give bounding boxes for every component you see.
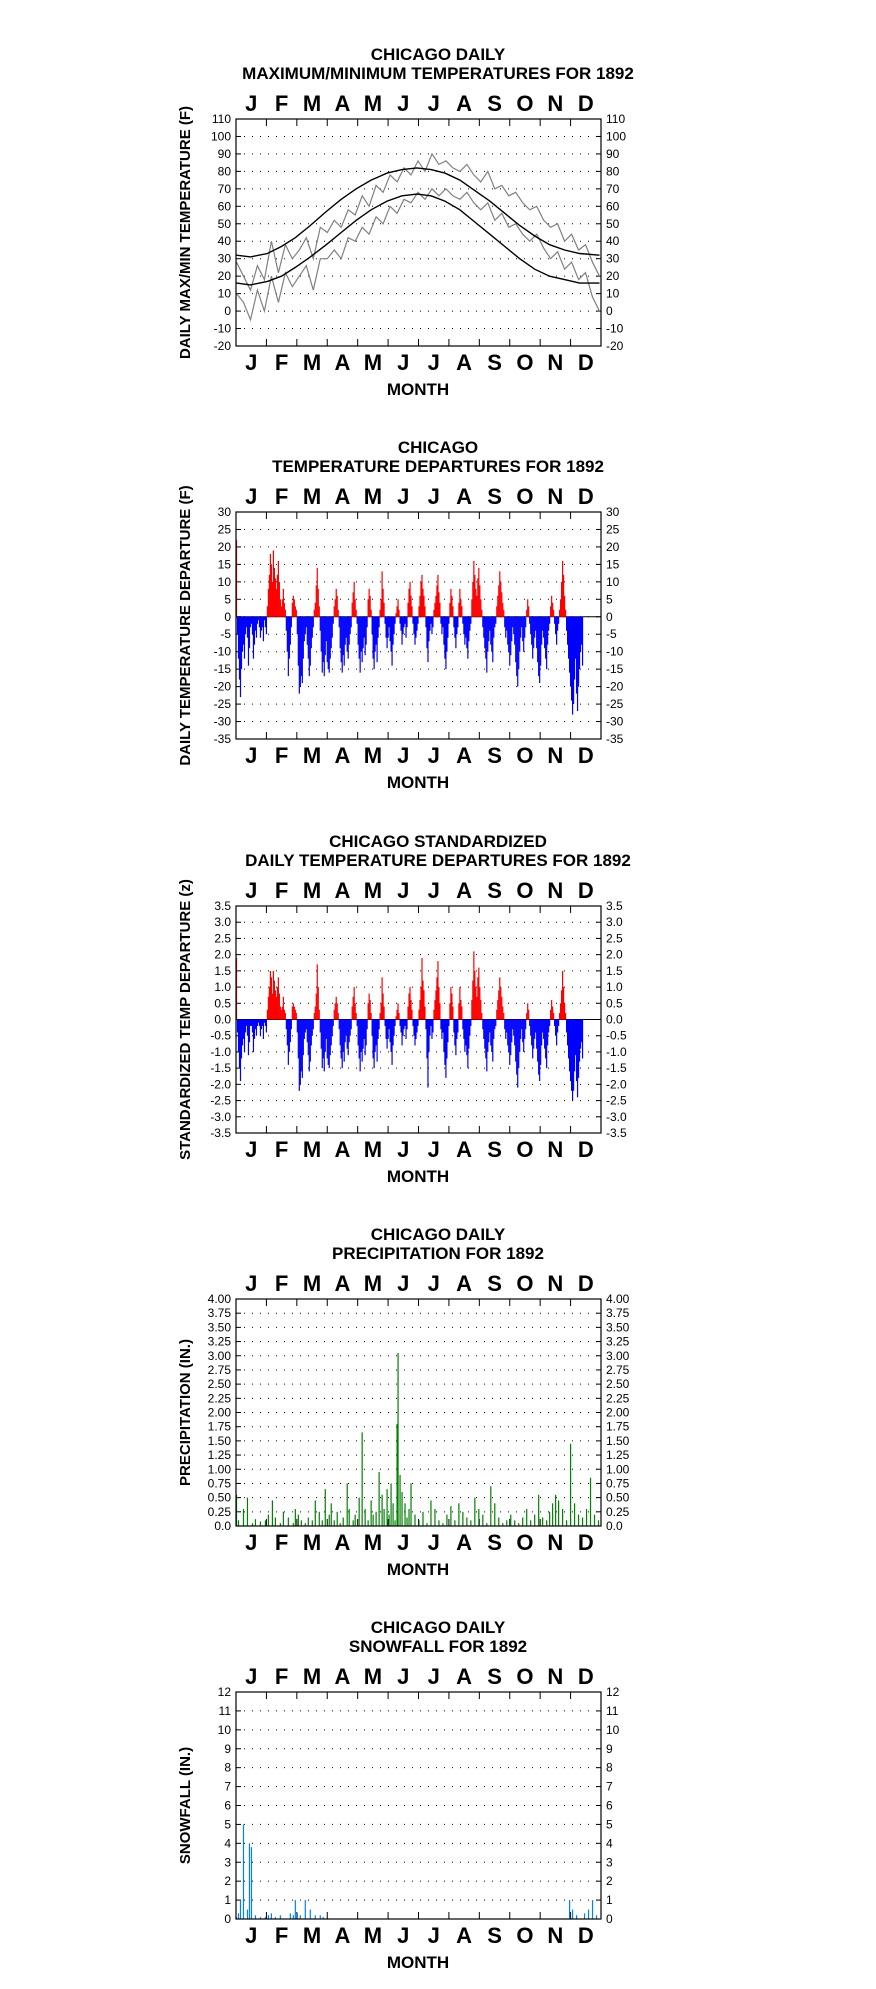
chart-title: CHICAGO DAILY bbox=[370, 1618, 506, 1637]
month-label-bottom: O bbox=[516, 743, 534, 768]
month-label-top: D bbox=[577, 1664, 594, 1689]
y-tick-label-left: 80 bbox=[217, 164, 231, 179]
y-tick-label-left: 70 bbox=[217, 181, 231, 196]
month-label-bottom: N bbox=[547, 1530, 564, 1555]
month-label-bottom: N bbox=[547, 743, 564, 768]
month-label-top: M bbox=[302, 1271, 322, 1296]
y-tick-label-left: -2.0 bbox=[210, 1077, 231, 1092]
month-label-bottom: M bbox=[363, 1923, 383, 1948]
month-label-top: A bbox=[334, 1664, 351, 1689]
month-label-top: N bbox=[547, 1664, 564, 1689]
y-tick-label-right: 15 bbox=[606, 557, 620, 572]
y-tick-label-left: -20 bbox=[213, 339, 231, 353]
month-label-bottom: F bbox=[274, 743, 289, 768]
month-label-top: J bbox=[427, 1664, 440, 1689]
y-tick-label-left: 1.00 bbox=[207, 1462, 231, 1477]
month-label-bottom: A bbox=[456, 1137, 473, 1162]
y-tick-label-right: 30 bbox=[606, 505, 620, 519]
month-label-bottom: J bbox=[245, 1137, 258, 1162]
month-label-top: J bbox=[245, 1271, 258, 1296]
month-label-top: J bbox=[397, 878, 410, 903]
month-label-bottom: D bbox=[577, 1923, 594, 1948]
month-label-top: N bbox=[547, 91, 564, 116]
month-label-bottom: S bbox=[487, 1923, 502, 1948]
y-tick-label-right: 90 bbox=[606, 146, 620, 161]
y-tick-label-right: 2.25 bbox=[606, 1391, 630, 1406]
month-label-top: D bbox=[577, 1271, 594, 1296]
y-tick-label-right: -3.0 bbox=[606, 1109, 627, 1124]
month-label-bottom: M bbox=[302, 1137, 322, 1162]
month-label-top: M bbox=[302, 91, 322, 116]
y-tick-label-left: 5 bbox=[224, 592, 231, 607]
month-label-bottom: D bbox=[577, 1137, 594, 1162]
y-tick-label-right: -15 bbox=[606, 662, 624, 677]
month-label-bottom: A bbox=[456, 350, 473, 375]
y-tick-label-right: 2.50 bbox=[606, 1377, 630, 1392]
y-tick-label-right: 3.75 bbox=[606, 1306, 630, 1321]
chart-maxmin bbox=[177, 45, 634, 399]
month-label-bottom: M bbox=[302, 743, 322, 768]
y-tick-label-right: 3.25 bbox=[606, 1334, 630, 1349]
month-label-top: M bbox=[302, 484, 322, 509]
y-tick-label-left: 6 bbox=[224, 1798, 231, 1813]
month-label-top: J bbox=[245, 1664, 258, 1689]
y-tick-label-right: -20 bbox=[606, 339, 624, 353]
month-label-top: A bbox=[334, 91, 351, 116]
series-line-2 bbox=[237, 168, 600, 257]
month-label-bottom: M bbox=[302, 1923, 322, 1948]
series-line-3 bbox=[237, 194, 600, 285]
month-label-top: A bbox=[456, 91, 473, 116]
x-axis-label: MONTH bbox=[386, 773, 450, 792]
month-label-top: J bbox=[245, 878, 258, 903]
y-tick-label-left: -25 bbox=[213, 697, 231, 712]
month-label-top: A bbox=[456, 484, 473, 509]
y-tick-label-right: 2.5 bbox=[606, 931, 623, 946]
month-label-bottom: J bbox=[397, 1530, 410, 1555]
y-tick-label-right: 110 bbox=[606, 112, 626, 126]
y-tick-label-right: -10 bbox=[606, 321, 624, 336]
month-label-bottom: N bbox=[547, 350, 564, 375]
y-tick-label-left: 2.25 bbox=[207, 1391, 231, 1406]
y-tick-label-left: 10 bbox=[217, 286, 231, 301]
month-label-top: J bbox=[397, 1271, 410, 1296]
y-tick-label-right: 1 bbox=[606, 1893, 613, 1908]
month-label-top: J bbox=[397, 91, 410, 116]
y-tick-label-left: -15 bbox=[213, 662, 231, 677]
y-tick-label-left: 2 bbox=[224, 1874, 231, 1889]
chart-subtitle: DAILY TEMPERATURE DEPARTURES FOR 1892 bbox=[245, 851, 631, 870]
month-label-top: M bbox=[363, 1271, 383, 1296]
y-tick-label-left: 30 bbox=[217, 251, 231, 266]
y-tick-label-left: -3.5 bbox=[210, 1126, 231, 1140]
month-label-top: J bbox=[427, 484, 440, 509]
y-tick-label-left: -10 bbox=[213, 321, 231, 336]
y-tick-label-right: 2 bbox=[606, 1874, 613, 1889]
y-tick-label-right: 0.0 bbox=[606, 1519, 623, 1533]
y-tick-label-left: -5 bbox=[220, 627, 231, 642]
y-tick-label-right: 5 bbox=[606, 1817, 613, 1832]
month-label-bottom: M bbox=[363, 1137, 383, 1162]
y-axis-label: DAILY TEMPERATURE DEPARTURE (F) bbox=[177, 485, 194, 766]
month-label-bottom: A bbox=[456, 1923, 473, 1948]
month-label-top: F bbox=[274, 1271, 289, 1296]
y-tick-label-left: 90 bbox=[217, 146, 231, 161]
y-tick-label-right: -5 bbox=[606, 627, 617, 642]
y-tick-label-left: 12 bbox=[217, 1685, 231, 1699]
y-tick-label-left: -2.5 bbox=[210, 1093, 231, 1108]
y-tick-label-left: 3.0 bbox=[214, 915, 231, 930]
month-label-bottom: O bbox=[516, 1137, 534, 1162]
y-tick-label-right: 25 bbox=[606, 522, 620, 537]
y-tick-label-left: 1.25 bbox=[207, 1448, 231, 1463]
y-tick-label-right: 4 bbox=[606, 1836, 613, 1851]
y-tick-label-left: 3.5 bbox=[214, 899, 231, 913]
y-tick-label-right: 3.0 bbox=[606, 915, 623, 930]
month-label-bottom: J bbox=[427, 1137, 440, 1162]
y-tick-label-right: 0 bbox=[606, 609, 613, 624]
month-label-bottom: O bbox=[516, 1530, 534, 1555]
y-tick-label-right: 11 bbox=[606, 1703, 619, 1718]
month-label-bottom: D bbox=[577, 743, 594, 768]
month-label-top: A bbox=[456, 1271, 473, 1296]
y-tick-label-left: -10 bbox=[213, 644, 231, 659]
y-axis-label: PRECIPITATION (IN.) bbox=[177, 1339, 194, 1486]
y-tick-label-right: 0.50 bbox=[606, 1490, 630, 1505]
y-tick-label-right: 7 bbox=[606, 1779, 613, 1794]
month-label-top: N bbox=[547, 878, 564, 903]
month-label-bottom: D bbox=[577, 350, 594, 375]
y-tick-label-right: 12 bbox=[606, 1685, 620, 1699]
y-tick-label-left: 0 bbox=[224, 304, 231, 319]
y-tick-label-left: 0.25 bbox=[207, 1504, 231, 1519]
y-tick-label-left: 3.50 bbox=[207, 1320, 231, 1335]
y-tick-label-right: 0.5 bbox=[606, 996, 623, 1011]
y-tick-label-left: 2.00 bbox=[207, 1405, 231, 1420]
month-label-top: J bbox=[245, 91, 258, 116]
y-tick-label-right: 4.00 bbox=[606, 1292, 630, 1306]
y-axis-label: SNOWFALL (IN.) bbox=[177, 1746, 194, 1865]
y-tick-label-left: 1 bbox=[224, 1893, 231, 1908]
y-tick-label-right: 80 bbox=[606, 164, 620, 179]
month-label-top: A bbox=[456, 878, 473, 903]
y-tick-label-left: 11 bbox=[218, 1703, 231, 1718]
month-label-bottom: M bbox=[363, 350, 383, 375]
y-tick-label-right: 10 bbox=[606, 1722, 620, 1737]
month-label-top: J bbox=[245, 484, 258, 509]
y-tick-label-left: 0.50 bbox=[207, 1490, 231, 1505]
y-tick-label-right: 9 bbox=[606, 1741, 613, 1756]
y-axis-label: DAILY MAX/MIN TEMPERATURE (F) bbox=[177, 105, 194, 360]
y-tick-label-right: 2.0 bbox=[606, 947, 623, 962]
y-tick-label-right: 2.75 bbox=[606, 1362, 630, 1377]
y-tick-label-right: -1.0 bbox=[606, 1044, 627, 1059]
month-label-bottom: S bbox=[487, 743, 502, 768]
y-tick-label-right: 0.0 bbox=[606, 1012, 623, 1027]
month-label-bottom: S bbox=[487, 1530, 502, 1555]
y-tick-label-right: 10 bbox=[606, 574, 620, 589]
y-tick-label-right: -3.5 bbox=[606, 1126, 627, 1140]
month-label-top: O bbox=[516, 878, 534, 903]
month-label-bottom: J bbox=[397, 1137, 410, 1162]
y-tick-label-left: 3.25 bbox=[207, 1334, 231, 1349]
month-label-bottom: J bbox=[397, 1923, 410, 1948]
month-label-top: N bbox=[547, 484, 564, 509]
y-tick-label-left: 20 bbox=[217, 539, 231, 554]
y-tick-label-left: 9 bbox=[224, 1741, 231, 1756]
month-label-bottom: J bbox=[245, 1923, 258, 1948]
y-tick-label-right: 1.00 bbox=[606, 1462, 630, 1477]
month-label-top: M bbox=[363, 91, 383, 116]
month-label-bottom: N bbox=[547, 1137, 564, 1162]
y-tick-label-left: 2.0 bbox=[214, 947, 231, 962]
chart-subtitle: PRECIPITATION FOR 1892 bbox=[332, 1244, 544, 1263]
month-label-top: D bbox=[577, 484, 594, 509]
y-tick-label-right: 5 bbox=[606, 592, 613, 607]
month-label-bottom: M bbox=[302, 1530, 322, 1555]
month-label-top: F bbox=[274, 484, 289, 509]
y-tick-label-right: -20 bbox=[606, 679, 624, 694]
month-label-top: S bbox=[487, 484, 502, 509]
month-label-top: S bbox=[487, 91, 502, 116]
y-tick-label-left: 3 bbox=[224, 1855, 231, 1870]
y-tick-label-right: -25 bbox=[606, 697, 624, 712]
x-axis-label: MONTH bbox=[386, 380, 450, 399]
y-tick-label-left: 4.00 bbox=[207, 1292, 231, 1306]
month-label-top: A bbox=[334, 484, 351, 509]
month-label-bottom: A bbox=[334, 1923, 351, 1948]
y-tick-label-left: 1.5 bbox=[214, 963, 231, 978]
y-tick-label-right: 3 bbox=[606, 1855, 613, 1870]
chart-subtitle: TEMPERATURE DEPARTURES FOR 1892 bbox=[272, 457, 604, 476]
y-tick-label-left: 8 bbox=[224, 1760, 231, 1775]
month-label-top: A bbox=[456, 1664, 473, 1689]
y-tick-label-right: -2.0 bbox=[606, 1077, 627, 1092]
y-tick-label-left: 50 bbox=[217, 216, 231, 231]
y-tick-label-left: -0.5 bbox=[210, 1028, 231, 1043]
month-label-top: A bbox=[334, 878, 351, 903]
x-axis-label: MONTH bbox=[386, 1953, 450, 1972]
month-label-bottom: A bbox=[334, 1137, 351, 1162]
month-label-bottom: S bbox=[487, 1137, 502, 1162]
month-label-top: J bbox=[427, 878, 440, 903]
y-tick-label-left: 3.75 bbox=[207, 1306, 231, 1321]
y-tick-label-left: 0.0 bbox=[214, 1012, 231, 1027]
y-tick-label-right: 3.50 bbox=[606, 1320, 630, 1335]
y-tick-label-right: 60 bbox=[606, 199, 620, 214]
y-tick-label-left: 15 bbox=[217, 557, 231, 572]
y-tick-label-left: 60 bbox=[217, 199, 231, 214]
y-tick-label-right: 10 bbox=[606, 286, 620, 301]
y-tick-label-right: 1.0 bbox=[606, 980, 623, 995]
month-label-top: O bbox=[516, 1664, 534, 1689]
month-label-top: F bbox=[274, 1664, 289, 1689]
month-label-bottom: A bbox=[334, 1530, 351, 1555]
y-tick-label-right: 3.5 bbox=[606, 899, 623, 913]
month-label-top: M bbox=[363, 1664, 383, 1689]
month-label-top: N bbox=[547, 1271, 564, 1296]
month-label-bottom: F bbox=[274, 1137, 289, 1162]
month-label-bottom: O bbox=[516, 1923, 534, 1948]
chart-title: CHICAGO bbox=[397, 438, 479, 457]
y-tick-label-right: 0.75 bbox=[606, 1476, 630, 1491]
month-label-bottom: A bbox=[456, 743, 473, 768]
month-label-top: M bbox=[363, 878, 383, 903]
y-tick-label-right: 0 bbox=[606, 1912, 613, 1926]
month-label-bottom: F bbox=[274, 1530, 289, 1555]
y-tick-label-right: 0.25 bbox=[606, 1504, 630, 1519]
chart-precip bbox=[177, 1225, 630, 1579]
month-label-bottom: J bbox=[427, 743, 440, 768]
y-tick-label-right: -0.5 bbox=[606, 1028, 627, 1043]
month-label-bottom: J bbox=[427, 1530, 440, 1555]
month-label-bottom: A bbox=[456, 1530, 473, 1555]
y-tick-label-right: 40 bbox=[606, 234, 620, 249]
y-tick-label-right: 50 bbox=[606, 216, 620, 231]
plot-frame bbox=[236, 1692, 601, 1919]
month-label-top: F bbox=[274, 91, 289, 116]
chart-title: CHICAGO DAILY bbox=[370, 1225, 506, 1244]
y-tick-label-left: 7 bbox=[224, 1779, 231, 1794]
y-tick-label-right: -35 bbox=[606, 732, 624, 746]
y-tick-label-left: 1.0 bbox=[214, 980, 231, 995]
y-tick-label-right: -2.5 bbox=[606, 1093, 627, 1108]
y-tick-label-right: -30 bbox=[606, 714, 624, 729]
plot-frame bbox=[236, 119, 601, 346]
month-label-bottom: F bbox=[274, 1923, 289, 1948]
month-label-top: O bbox=[516, 484, 534, 509]
month-label-top: S bbox=[487, 1271, 502, 1296]
chart-title: CHICAGO DAILY bbox=[370, 45, 506, 64]
y-tick-label-left: 2.50 bbox=[207, 1377, 231, 1392]
plot-frame bbox=[236, 1299, 601, 1526]
y-tick-label-left: -3.0 bbox=[210, 1109, 231, 1124]
y-tick-label-right: 0 bbox=[606, 304, 613, 319]
y-tick-label-right: -10 bbox=[606, 644, 624, 659]
y-tick-label-left: 1.50 bbox=[207, 1433, 231, 1448]
month-label-top: D bbox=[577, 878, 594, 903]
month-label-top: S bbox=[487, 878, 502, 903]
y-tick-label-left: 30 bbox=[217, 505, 231, 519]
y-tick-label-right: 100 bbox=[606, 129, 627, 144]
month-label-bottom: J bbox=[397, 350, 410, 375]
y-tick-label-left: 4 bbox=[224, 1836, 231, 1851]
month-label-bottom: A bbox=[334, 743, 351, 768]
month-label-top: S bbox=[487, 1664, 502, 1689]
y-tick-label-left: -20 bbox=[213, 679, 231, 694]
month-label-bottom: J bbox=[245, 743, 258, 768]
month-label-top: M bbox=[363, 484, 383, 509]
y-tick-label-left: -1.5 bbox=[210, 1061, 231, 1076]
month-label-bottom: J bbox=[427, 1923, 440, 1948]
y-tick-label-left: 2.5 bbox=[214, 931, 231, 946]
chart-subtitle: MAXIMUM/MINIMUM TEMPERATURES FOR 1892 bbox=[242, 64, 634, 83]
y-axis-label: STANDARDIZED TEMP DEPARTURE (z) bbox=[177, 879, 194, 1160]
y-tick-label-right: -1.5 bbox=[606, 1061, 627, 1076]
y-tick-label-left: 10 bbox=[217, 1722, 231, 1737]
month-label-top: F bbox=[274, 878, 289, 903]
chart-title: CHICAGO STANDARDIZED bbox=[329, 832, 547, 851]
month-label-bottom: A bbox=[334, 350, 351, 375]
chart-standardized bbox=[177, 832, 631, 1186]
month-label-bottom: J bbox=[427, 350, 440, 375]
month-label-bottom: M bbox=[363, 1530, 383, 1555]
y-tick-label-left: -1.0 bbox=[210, 1044, 231, 1059]
month-label-top: O bbox=[516, 1271, 534, 1296]
y-tick-label-right: 20 bbox=[606, 539, 620, 554]
month-label-bottom: J bbox=[245, 350, 258, 375]
month-label-top: J bbox=[427, 1271, 440, 1296]
y-tick-label-right: 30 bbox=[606, 251, 620, 266]
y-tick-label-left: -35 bbox=[213, 732, 231, 746]
y-tick-label-left: 0 bbox=[224, 1912, 231, 1926]
y-tick-label-right: 1.25 bbox=[606, 1448, 630, 1463]
month-label-bottom: F bbox=[274, 350, 289, 375]
y-tick-label-left: 1.75 bbox=[207, 1419, 231, 1434]
y-tick-label-left: -30 bbox=[213, 714, 231, 729]
month-label-top: J bbox=[397, 1664, 410, 1689]
y-tick-label-left: 110 bbox=[211, 112, 231, 126]
month-label-bottom: J bbox=[397, 743, 410, 768]
month-label-bottom: S bbox=[487, 350, 502, 375]
month-label-bottom: M bbox=[363, 743, 383, 768]
y-tick-label-right: 1.5 bbox=[606, 963, 623, 978]
y-tick-label-right: 8 bbox=[606, 1760, 613, 1775]
y-tick-label-left: 0.5 bbox=[214, 996, 231, 1011]
x-axis-label: MONTH bbox=[386, 1167, 450, 1186]
month-label-bottom: N bbox=[547, 1923, 564, 1948]
y-tick-label-right: 1.75 bbox=[606, 1419, 630, 1434]
y-tick-label-left: 2.75 bbox=[207, 1362, 231, 1377]
y-tick-label-right: 20 bbox=[606, 269, 620, 284]
y-tick-label-left: 25 bbox=[217, 522, 231, 537]
y-tick-label-left: 10 bbox=[217, 574, 231, 589]
y-tick-label-left: 0.75 bbox=[207, 1476, 231, 1491]
y-tick-label-left: 40 bbox=[217, 234, 231, 249]
month-label-top: A bbox=[334, 1271, 351, 1296]
month-label-top: J bbox=[397, 484, 410, 509]
x-axis-label: MONTH bbox=[386, 1560, 450, 1579]
month-label-bottom: D bbox=[577, 1530, 594, 1555]
month-label-bottom: O bbox=[516, 350, 534, 375]
y-tick-label-right: 6 bbox=[606, 1798, 613, 1813]
y-tick-label-left: 5 bbox=[224, 1817, 231, 1832]
y-tick-label-left: 100 bbox=[210, 129, 231, 144]
y-tick-label-left: 0 bbox=[224, 609, 231, 624]
chart-departures bbox=[177, 438, 624, 792]
month-label-top: M bbox=[302, 878, 322, 903]
month-label-bottom: M bbox=[302, 350, 322, 375]
month-label-top: D bbox=[577, 91, 594, 116]
chart-subtitle: SNOWFALL FOR 1892 bbox=[348, 1637, 528, 1656]
y-tick-label-left: 3.00 bbox=[207, 1348, 231, 1363]
y-tick-label-left: 0.0 bbox=[214, 1519, 231, 1533]
chart-snow bbox=[177, 1618, 620, 1972]
series-line-1 bbox=[237, 189, 600, 320]
month-label-top: M bbox=[302, 1664, 322, 1689]
y-tick-label-left: 20 bbox=[217, 269, 231, 284]
y-tick-label-right: 3.00 bbox=[606, 1348, 630, 1363]
y-tick-label-right: 2.00 bbox=[606, 1405, 630, 1420]
month-label-top: J bbox=[427, 91, 440, 116]
month-label-top: O bbox=[516, 91, 534, 116]
y-tick-label-right: 1.50 bbox=[606, 1433, 630, 1448]
month-label-bottom: J bbox=[245, 1530, 258, 1555]
y-tick-label-right: 70 bbox=[606, 181, 620, 196]
